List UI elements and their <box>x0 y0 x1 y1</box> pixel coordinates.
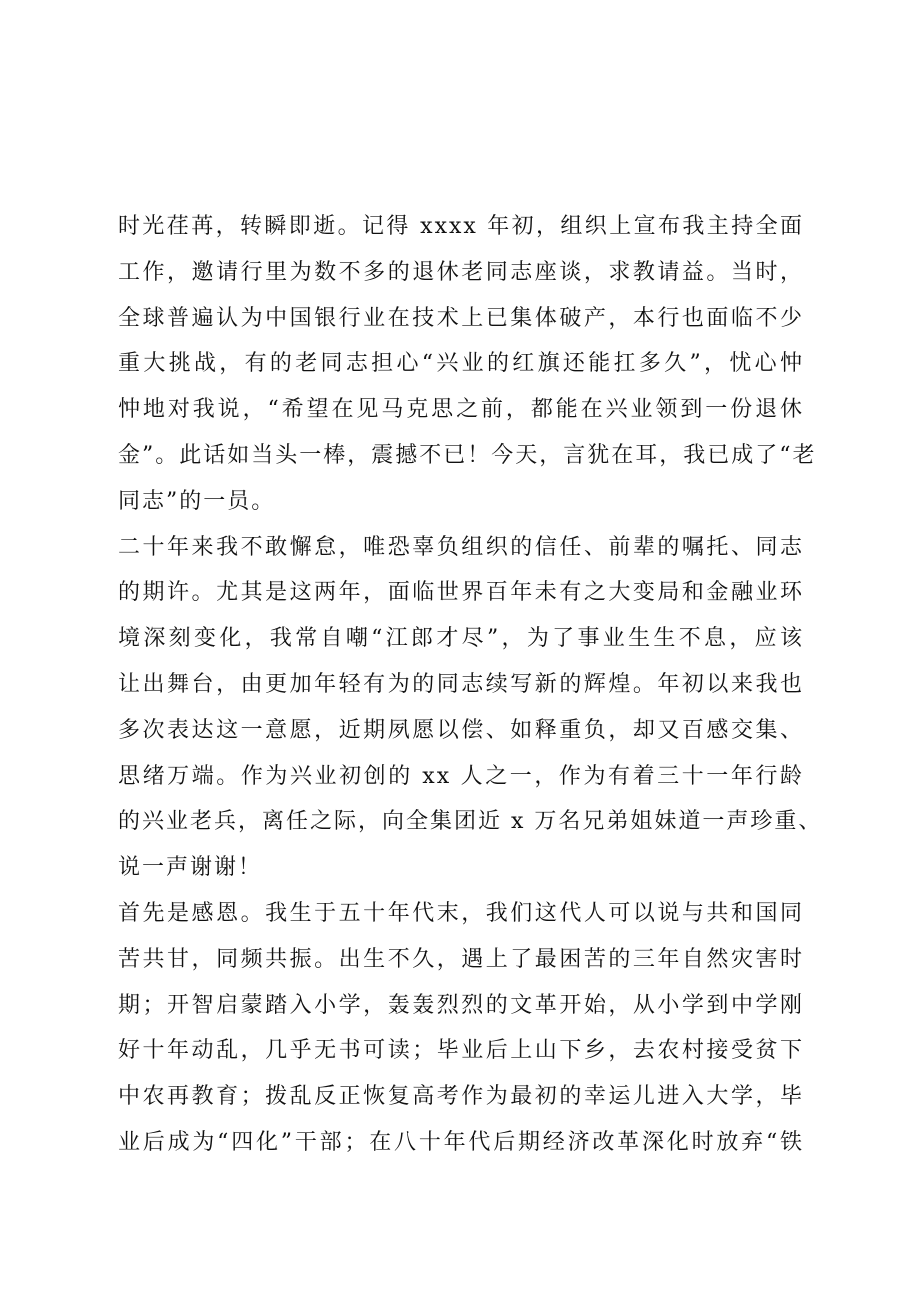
text-line: 重大挑战，有的老同志担心“兴业的红旗还能扛多久”，忧心忡 <box>118 351 804 377</box>
paragraph-2 <box>118 525 823 891</box>
text-line: 期；开智启蒙踏入小学，轰轰烈烈的文革开始，从小学到中学刚 <box>118 992 804 1018</box>
text-line: 工作，邀请行里为数不多的退休老同志座谈，求教请益。当时， <box>118 259 804 285</box>
text-line: 中农再教育；拨乱反正恢复高考作为最初的幸运儿进入大学，毕 <box>118 1084 804 1110</box>
text-line: 二十年来我不敢懈怠，唯恐辜负组织的信任、前辈的嘱托、同志 <box>118 534 804 560</box>
text-line: 好十年动乱，几乎无书可读；毕业后上山下乡，去农村接受贫下 <box>118 1038 804 1064</box>
text-line: 的兴业老兵，离任之际，向全集团近 x 万名兄弟姐妹道一声珍重、 <box>118 809 823 835</box>
text-line: 同志”的一员。 <box>118 488 276 514</box>
text-line: 多次表达这一意愿，近期夙愿以偿、如释重负，却又百感交集、 <box>118 717 804 743</box>
text-line: 首先是感恩。我生于五十年代末，我们这代人可以说与共和国同 <box>118 900 804 926</box>
text-line: 业后成为“四化”干部；在八十年代后期经济改革深化时放弃“铁 <box>118 1129 804 1155</box>
text-line: 全球普遍认为中国银行业在技术上已集体破产，本行也面临不少 <box>118 305 804 331</box>
text-line: 思绪万端。作为兴业初创的 xx 人之一，作为有着三十一年行龄 <box>118 763 804 789</box>
text-line: 让出舞台，由更加年轻有为的同志续写新的辉煌。年初以来我也 <box>118 671 804 697</box>
text-line: 境深刻变化，我常自嘲“江郎才尽”，为了事业生生不息，应该 <box>118 626 804 652</box>
text-line: 的期许。尤其是这两年，面临世界百年未有之大变局和金融业环 <box>118 580 804 606</box>
paragraph-1 <box>118 204 817 525</box>
text-line: 说一声谢谢！ <box>118 855 263 881</box>
document-body <box>118 204 823 1166</box>
text-line: 时光荏苒，转瞬即逝。记得 xxxx 年初，组织上宣布我主持全面 <box>118 214 804 239</box>
text-line: 金”。此话如当头一棒，震撼不已！今天，言犹在耳，我已成了“老 <box>118 442 817 468</box>
paragraph-3 <box>118 891 804 1166</box>
text-line: 忡地对我说，“希望在见马克思之前，都能在兴业领到一份退休 <box>118 397 804 423</box>
text-line: 苦共甘，同频共振。出生不久，遇上了最困苦的三年自然灾害时 <box>118 946 804 972</box>
